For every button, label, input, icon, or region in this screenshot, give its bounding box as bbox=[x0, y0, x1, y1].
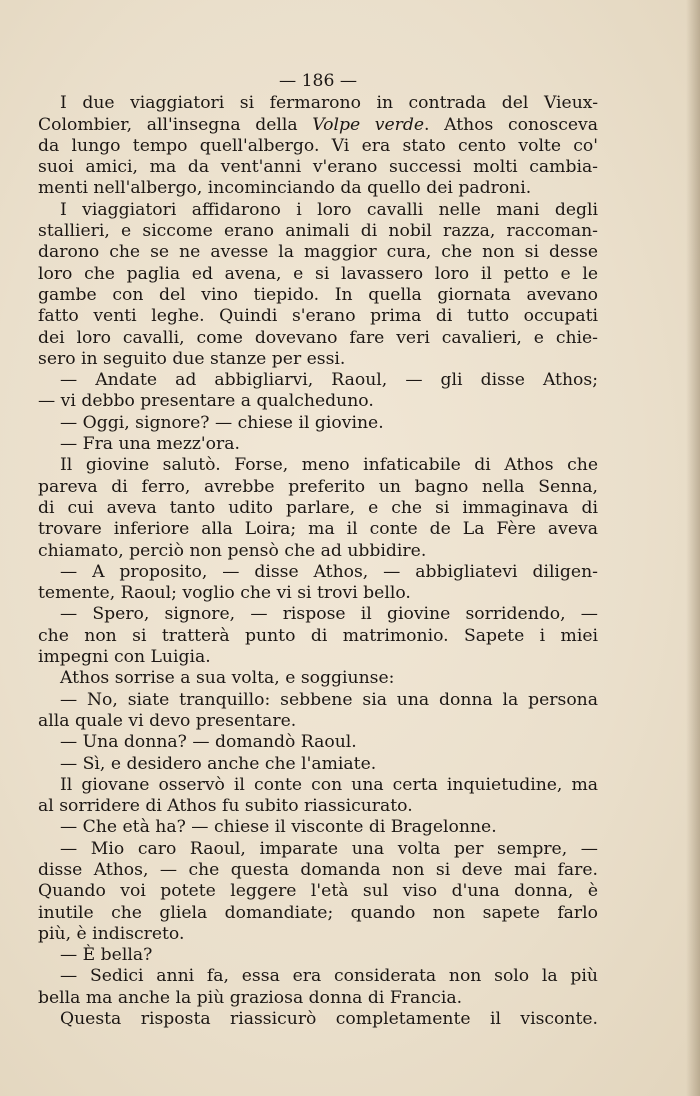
text-line: impegni con Luigia. bbox=[38, 647, 211, 668]
text-line: trovare inferiore alla Loira; ma il conte de La Fère aveva bbox=[38, 519, 598, 540]
text-line: fatto venti leghe. Quindi s'erano prima di tutto occupati bbox=[38, 306, 598, 327]
text-line: di cui aveva tanto udito parlare, e che si immaginava di bbox=[38, 497, 598, 518]
text-line: — No, siate tranquillo: sebbene sia una donna la persona bbox=[60, 689, 598, 710]
text-line bbox=[38, 115, 598, 136]
text-line: Quando voi potete leggere l'età sul viso d'una donna, è bbox=[38, 881, 598, 902]
text-line: pareva di ferro, avrebbe preferito un bagno nella Senna, bbox=[38, 476, 598, 497]
text-line: I viaggiatori affidarono i loro cavalli nelle mani degli bbox=[60, 199, 598, 220]
text-line: inutile che gliela domandiate; quando non sapete farlo bbox=[38, 902, 598, 923]
text-line: chiamato, perciò non pensò che ad ubbidire. bbox=[38, 540, 427, 561]
text-line: Athos sorrise a sua volta, e soggiunse: bbox=[60, 668, 395, 689]
text-line: — Andate ad abbigliarvi, Raoul, — gli disse Athos; bbox=[60, 370, 598, 391]
text-line: disse Athos, — che questa domanda non si deve mai fare. bbox=[38, 859, 598, 880]
text-line: Il giovine salutò. Forse, meno infaticabile di Athos che bbox=[60, 455, 598, 476]
text-line: gambe con del vino tiepido. In quella giornata avevano bbox=[38, 284, 598, 305]
text-line: sero in seguito due stanze per essi. bbox=[38, 348, 346, 369]
text-line: — Una donna? — domandò Raoul. bbox=[60, 732, 357, 753]
text-line: loro che paglia ed avena, e si lavassero loro il petto e le bbox=[38, 263, 598, 284]
page-edge-shadow bbox=[686, 0, 700, 1096]
text-line: darono che se ne avesse la maggior cura, che non si desse bbox=[38, 242, 598, 263]
text-line: — A proposito, — disse Athos, — abbigliatevi diligen- bbox=[60, 561, 598, 582]
text-line: — vi debbo presentare a qualcheduno. bbox=[38, 391, 374, 412]
text-line: alla quale vi devo presentare. bbox=[38, 710, 297, 731]
text-line: suoi amici, ma da vent'anni v'erano successi molti cambia- bbox=[38, 157, 598, 178]
text-line: temente, Raoul; voglio che vi si trovi bello. bbox=[38, 583, 411, 604]
page-number: — 186 — bbox=[278, 71, 358, 91]
text-line: al sorridere di Athos fu subito riassicurato. bbox=[38, 796, 413, 817]
text-line: stallieri, e siccome erano animali di nobil razza, raccoman- bbox=[38, 221, 598, 242]
text-line: — Che età ha? — chiese il visconte di Bragelonne. bbox=[60, 817, 497, 838]
text-segment: . Athos conosceva bbox=[424, 114, 598, 135]
text-line: che non si tratterà punto di matrimonio. Sapete i miei bbox=[38, 625, 598, 646]
text-segment: Colombier, all'insegna della bbox=[38, 114, 313, 135]
paragraph-lines bbox=[38, 93, 598, 1030]
text-line: Questa risposta riassicurò completamente il visconte. bbox=[60, 1009, 598, 1030]
text-line: da lungo tempo quell'albergo. Vi era stato cento volte co' bbox=[38, 135, 598, 156]
text-line: — Fra una mezz'ora. bbox=[60, 434, 240, 455]
text-line: bella ma anche la più graziosa donna di Francia. bbox=[38, 987, 463, 1008]
text-line: I due viaggiatori si fermarono in contrada del Vieux- bbox=[60, 93, 598, 114]
text-line: — Mio caro Raoul, imparate una volta per sempre, — bbox=[60, 838, 598, 859]
italic-title: Volpe verde bbox=[312, 114, 425, 135]
text-line: — Sedici anni fa, essa era considerata non solo la più bbox=[60, 966, 598, 987]
text-line: — Oggi, signore? — chiese il giovine. bbox=[60, 412, 384, 433]
text-line: — Sì, e desidero anche che l'amiate. bbox=[60, 753, 377, 774]
text-line: — Spero, signore, — rispose il giovine sorridendo, — bbox=[60, 604, 598, 625]
text-line: dei loro cavalli, come dovevano fare veri cavalieri, e chie- bbox=[38, 327, 598, 348]
text-line: menti nell'albergo, incominciando da quello dei padroni. bbox=[38, 178, 532, 199]
text-line: Il giovane osservò il conte con una certa inquietudine, ma bbox=[60, 774, 598, 795]
text-line: più, è indiscreto. bbox=[38, 923, 185, 944]
page-text bbox=[38, 71, 598, 1030]
text-line: — È bella? bbox=[60, 945, 153, 966]
